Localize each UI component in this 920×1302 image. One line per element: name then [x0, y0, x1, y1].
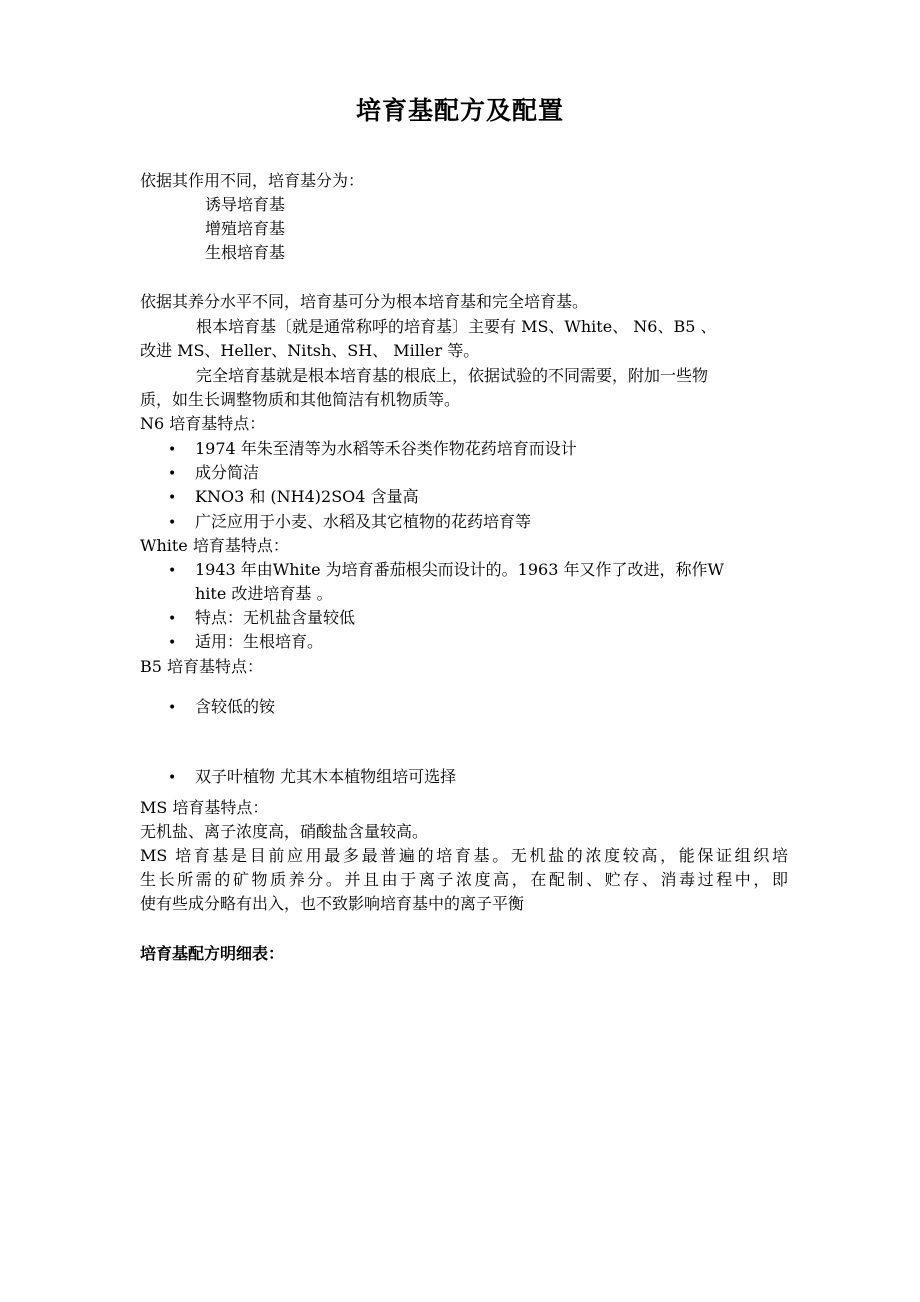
table-heading: 培育基配方明细表： [140, 944, 285, 963]
intro-line: 依据其作用不同，培育基分为： [140, 171, 365, 190]
bullet-icon: • [168, 442, 177, 458]
bullet-icon: • [168, 770, 177, 786]
list-item: • KNO3 和 (NH4)2SO4 含量高 [168, 485, 419, 510]
n6-heading: N6 培育基特点： [140, 414, 266, 433]
ms-paragraph-line: 生长所需的矿物质养分。并且由于离子浓度高，在配制、贮存、消毒过程中，即 [140, 870, 788, 889]
ms-paragraph-line: MS 培育基是目前应用最多最普遍的培育基。无机盐的浓度较高，能保证组织培 [140, 846, 788, 865]
list-item: • 成分简洁 [168, 461, 259, 486]
complete-medium-text: 完全培育基就是根本培育基的根底上，依据试验的不同需要，附加一些物 [196, 366, 709, 385]
list-item: 生根培育基 [205, 243, 286, 262]
basic-medium-text: 根本培育基〔就是通常称呼的培育基〕主要有 MS、White、 N6、B5 、 [196, 317, 717, 336]
complete-medium-text: 质，如生长调整物质和其他简洁有机物质等。 [140, 390, 461, 409]
ms-text: 无机盐、离子浓度高，硝酸盐含量较高。 [140, 822, 429, 841]
list-item-continuation: hite 改进培育基 。 [195, 584, 333, 603]
bullet-icon: • [168, 563, 177, 579]
basic-medium-text: 改进 MS、Heller、Nitsh、SH、 Miller 等。 [140, 341, 480, 360]
list-item: 增殖培育基 [205, 219, 286, 238]
ms-heading: MS 培育基特点： [140, 798, 269, 817]
list-item: • 广泛应用于小麦、水稻及其它植物的花药培育等 [168, 510, 531, 535]
bullet-icon: • [168, 515, 177, 531]
list-item: 诱导培育基 [205, 195, 286, 214]
list-item: • 特点：无机盐含量较低 [168, 606, 355, 631]
b5-heading: B5 培育基特点： [140, 657, 264, 676]
page-title: 培育基配方及配置 [355, 96, 564, 125]
list-item: • 含较低的铵 [168, 695, 275, 720]
list-item: • 1943 年由White 为培育番茄根尖而设计的。1963 年又作了改进，称作W [168, 558, 724, 583]
list-item: • 适用：生根培育。 [168, 630, 323, 655]
nutrition-line: 依据其养分水平不同，培育基可分为根本培育基和完全培育基。 [140, 292, 589, 311]
white-heading: White 培育基特点： [140, 536, 289, 555]
bullet-icon: • [168, 635, 177, 651]
bullet-icon: • [168, 466, 177, 482]
list-item: • 双子叶植物 尤其木本植物组培可选择 [168, 765, 456, 790]
ms-paragraph-line: 使有些成分略有出入，也不致影响培育基中的离子平衡 [140, 894, 525, 913]
bullet-icon: • [168, 700, 177, 716]
list-item: • 1974 年朱至清等为水稻等禾谷类作物花药培育而设计 [168, 437, 577, 462]
bullet-icon: • [168, 490, 177, 506]
bullet-icon: • [168, 611, 177, 627]
